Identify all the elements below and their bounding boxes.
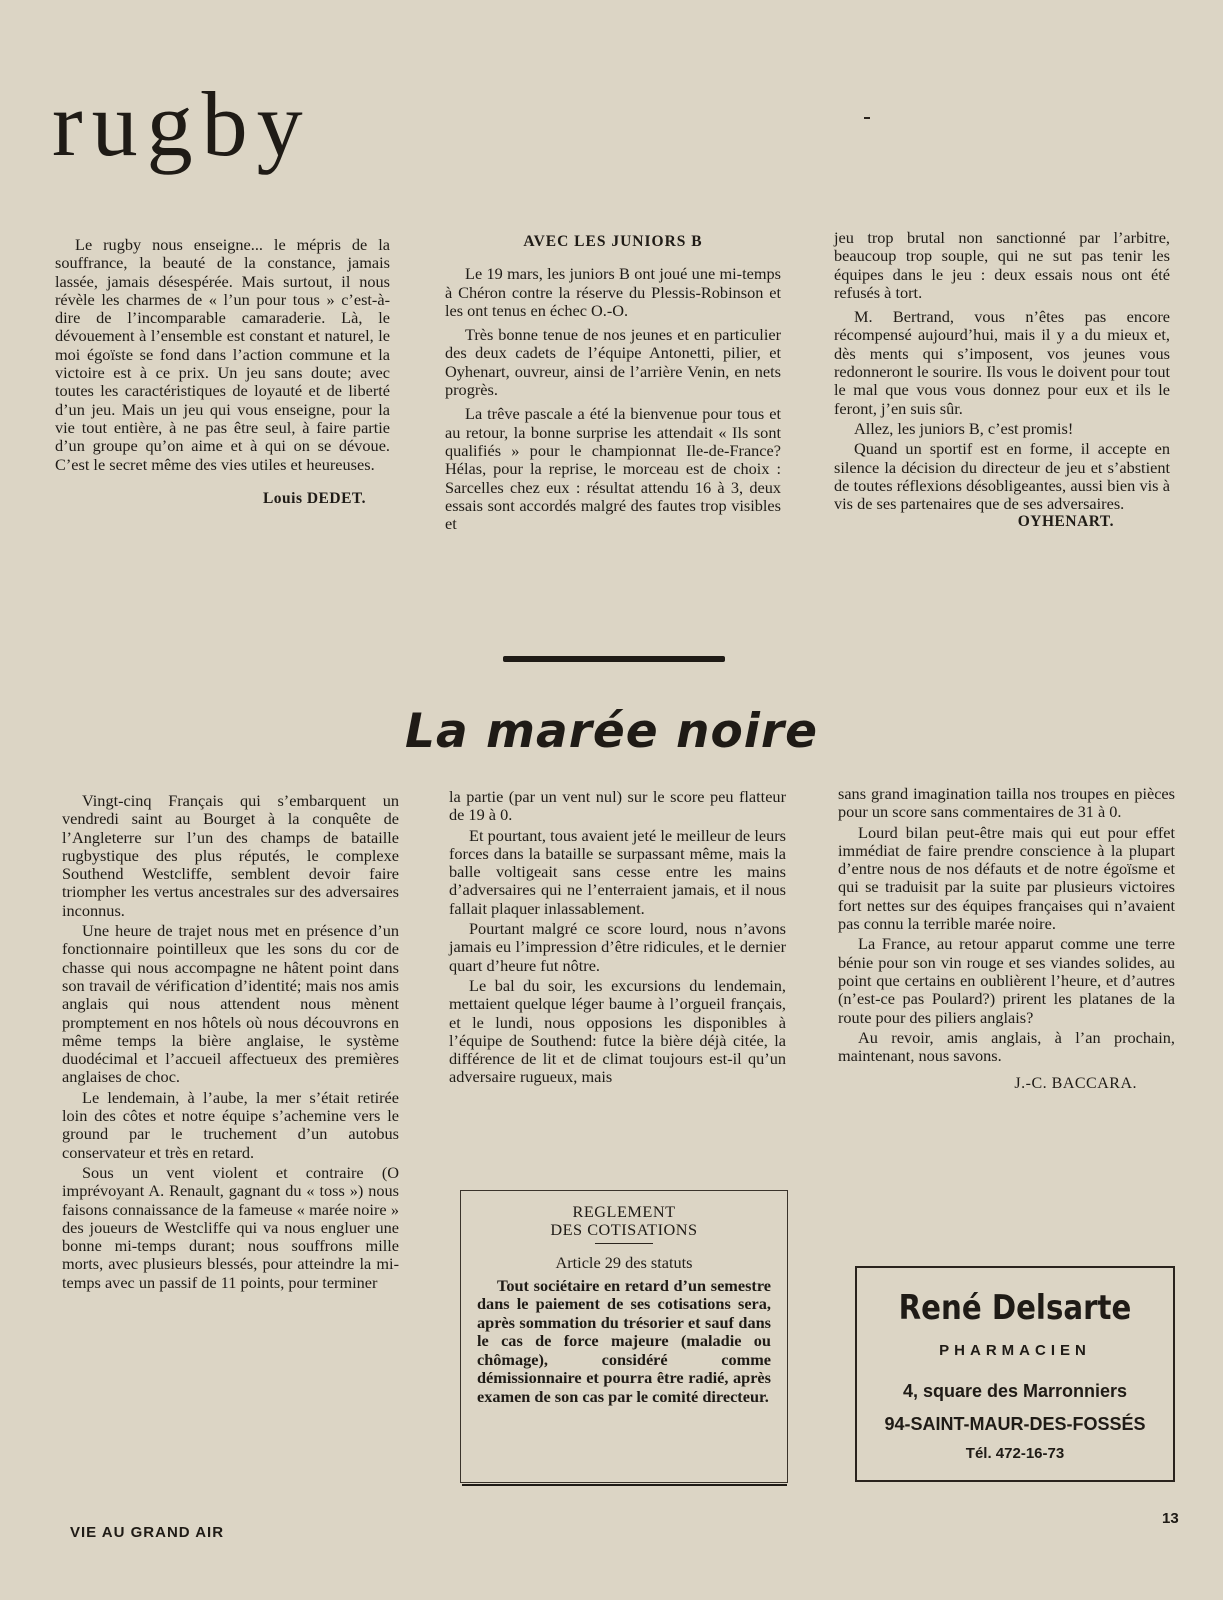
section-title: rugby: [52, 73, 312, 175]
paragraph: Le lendemain, à l’aube, la mer s’était retirée loin des côtes et notre équipe s’achemine vers le ground par le truchement d’un autobus conservateur et très en retard.: [62, 1087, 399, 1162]
paragraph: Le bal du soir, les excursions du lendemain, mettaient quelque léger baume à l’orgueil français, et le lundi, nous opposions les disponibles à l’équipe de Southend: futce la bière déjà citée, la différence de lit et de climat toujours est-il qu’un adversaire rugueux, mais: [449, 975, 786, 1087]
paragraph: M. Bertrand, vous n’êtes pas encore récompensé aujourd’hui, mais il y a du mieux et, dès ments qui s’imposent, vos jeunes vous redonneront le sourire. Ils vous le doivent pour tout le mal que vous vous donnez pour eux et ils le feront, j’en suis sûr.: [834, 307, 1170, 418]
paragraph: Vingt-cinq Français qui s’embarquent un vendredi saint au Bourget à la conquête de l’Angleterre sur l’un des champs de bataille rugbystique des plus réputés, le complexe Southend Westcliffe, semblent devoir faire triompher les vertus ancestrales sur des adversaires inconnus.: [62, 791, 399, 920]
notice-title: REGLEMENT: [572, 1202, 676, 1221]
advert-city: 94-SAINT-MAUR-DES-FOSSÉS: [884, 1414, 1146, 1434]
notice-body: Tout sociétaire en retard d’un semestre dans le paiement de ses cotisations sera, après sommation du trésorier et sauf dans le cas de force majeure (maladie ou chômage), considéré comme démissionnaire et pourra être radié, après examen de son cas par le comité directeur.: [477, 1275, 771, 1406]
signature: Louis DEDET.: [262, 489, 366, 507]
advert-name: René Delsarte: [898, 1288, 1132, 1328]
subheading: AVEC LES JUNIORS B: [523, 233, 703, 250]
print-speck: [864, 117, 870, 119]
dues-notice-box: [460, 1190, 788, 1483]
notice-underline: [462, 1484, 787, 1486]
paragraph: Au revoir, amis anglais, à l’an prochain, maintenant, nous savons.: [838, 1027, 1175, 1066]
paragraph: Sous un vent violent et contraire (O imprévoyant A. Renault, gagnant du « toss ») nous faisons connaissance de la fameuse « marée noire » des joueurs de Westcliffe qui va nous engluer une bonne mi-temps durant; nous souffrons mille morts, avec plusieurs blessés, pour atteindre la mi-temps avec un passif de 11 points, pour terminer: [62, 1162, 399, 1292]
paragraph: sans grand imagination tailla nos troupes en pièces pour un score sans commentaires de 31 à 0.: [838, 784, 1175, 822]
juniors-column-1: [445, 233, 781, 533]
notice-title-2: DES COTISATIONS: [550, 1220, 698, 1239]
maree-column-1: [62, 792, 399, 1292]
maree-column-3: [838, 785, 1175, 1094]
signature: OYHENART.: [1017, 513, 1114, 531]
rugby-essay-column: [55, 236, 390, 508]
publication-name: VIE AU GRAND AIR: [70, 1524, 225, 1541]
article-headline: La marée noire: [405, 704, 818, 759]
paragraph: Très bonne tenue de nos jeunes et en particulier des deux cadets de l’équipe Antonetti, pilier, et Oyhenart, ouvreur, ainsi de l’arrière Venin, en nets progrès.: [445, 325, 781, 400]
paragraph: Le 19 mars, les juniors B ont joué une mi-temps à Chéron contre la réserve du Plessis-Robinson et les ont tenus en échec O.-O.: [445, 264, 781, 320]
advert-phone: Tél. 472-16-73: [965, 1445, 1065, 1462]
juniors-column-2: [834, 229, 1170, 532]
notice-article: Article 29 des statuts: [555, 1253, 693, 1272]
paragraph: Le rugby nous enseigne... le mépris de la souffrance, la beauté de la constance, jamais lassée, jamais désespérée. Mais surtout, il nous révèle les charmes de « l’un pour tous » c’est-à-dire de l’incomparable camaraderie. Là, le dévouement à l’ensemble est constant et naturel, le moi égoïste se fond dans l’action commune et la victoire est à ce prix. Un jeu sans doute; avec toutes les caractéristiques de loyauté et de liberté d’un jeu. Mais un jeu qui vous enseigne, pour la vie tout entière, à ne pas être seul, à faire partie d’un groupe qu’on aime et à qui on se dévoue. C’est le secret même des vies utiles et heureuses.: [55, 235, 390, 474]
paragraph: La trêve pascale a été la bienvenue pour tous et au retour, la bonne surprise les attendait « Ils sont qualifiés » pour le championnat Ile-de-France? Hélas, pour la reprise, le morceau est de choix : Sarcelles chez eux : résultat attendu 16 à 3, deux essais sont accordés malgré des fautes trop visibles et: [445, 404, 781, 534]
paragraph: Allez, les juniors B, c’est promis!: [854, 418, 1074, 438]
notice-divider: [595, 1243, 653, 1244]
paragraph: Pourtant malgré ce score lourd, nous n’avons jamais eu l’impression d’être ridicules, et le dernier quart d’heure fut nôtre.: [449, 919, 786, 975]
advert-address: 4, square des Marronniers: [902, 1381, 1128, 1401]
paragraph: jeu trop brutal non sanctionné par l’arbitre, beaucoup trop souple, qui ne sut pas tenir les équipes dans le jeu : deux essais nous ont été refusés à tort.: [834, 228, 1170, 302]
paragraph: Lourd bilan peut-être mais qui eut pour effet immédiat de faire prendre conscience à la plupart d’entre nous de nos défauts et de notre égoïsme et qui se traduisit par la suite par plusieurs victoires fort nettes sur des équipes françaises qui n’avaient pas connu la terrible marée noire.: [838, 822, 1175, 934]
paragraph: Une heure de trajet nous met en présence d’un fonctionnaire pointilleux que les sons du cor de chasse qui nous accompagne ne hâtent point dans son travail de vérification d’identité; mais nos amis anglais qui nous attendent nous mènent promptement en nos hôtels où nous découvrons en même temps la bière anglaise, le système duodécimal et l’accueil affectueux des premières anglaises de choc.: [62, 921, 399, 1087]
paragraph: la partie (par un vent nul) sur le score peu flatteur de 19 à 0.: [449, 787, 786, 825]
section-divider: [503, 656, 725, 662]
page-number: 13: [1162, 1510, 1179, 1527]
signature: J.-C. BACCARA.: [1014, 1075, 1137, 1093]
paragraph: Quand un sportif est en forme, il accepte en silence la décision du directeur de jeu et s’abstient de toutes réflexions désobligeantes, aussi bien vis à vis de ses partenaires que de ses adversaires.: [834, 439, 1170, 514]
paragraph: La France, au retour apparut comme une terre bénie pour son vin rouge et ses viandes solides, au point que certains en oublièrent l’heure, et d’autres (n’est-ce pas Poulard?) prirent les platanes de la route pour des piliers anglais?: [838, 934, 1175, 1027]
paragraph: Et pourtant, tous avaient jeté le meilleur de leurs forces dans la bataille se surpassant même, mais la balle voltigeait sans cesse entre les mains d’adversaires qui ne l’enterraient jamais, et il nous fallait plaquer inlassablement.: [449, 825, 786, 918]
advert-profession: PHARMACIEN: [939, 1342, 1091, 1359]
pharmacy-advert: [855, 1266, 1175, 1482]
maree-column-2: [449, 788, 786, 1087]
